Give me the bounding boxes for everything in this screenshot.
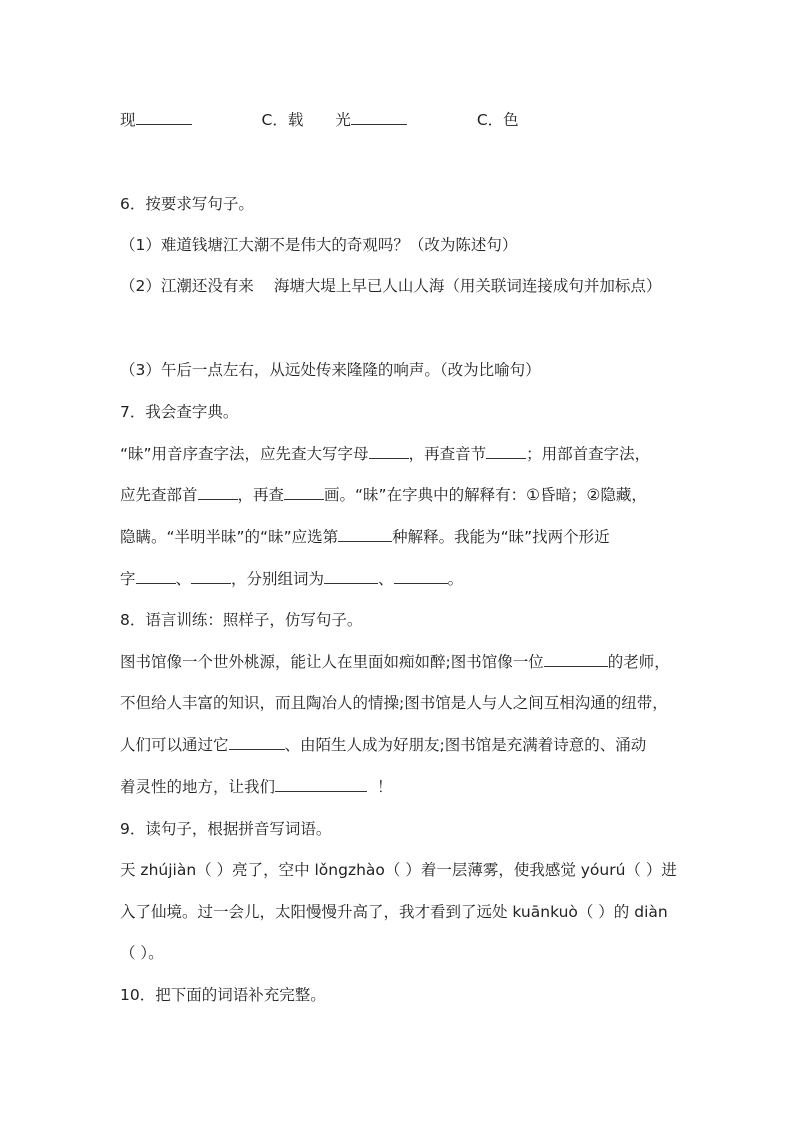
answer-blank[interactable] [338,526,392,542]
row-a-option: C．载 [261,111,304,129]
answer-blank[interactable] [229,734,285,750]
q7-text: 、 [378,570,394,588]
answer-blank[interactable] [369,443,409,459]
q8-text: 图书馆像一个世外桃源，能让人在里面如痴如醉;图书馆像一位 [120,653,544,671]
q6-sentence-1: （1）难道钱塘江大潮不是伟大的奇观吗？（改为陈述句） [120,236,518,254]
q8-line-2: 不但给人丰富的知识，而且陶冶人的情操;图书馆是人与人之间互相沟通的纽带， [120,694,668,712]
q7-line-3 [120,526,610,548]
answer-blank[interactable] [486,443,526,459]
q8-text: 、由陌生人成为好朋友;图书馆是充满着诗意的、涌动 [284,736,647,754]
q7-text: ；用部首查字法， [526,445,651,463]
q6-sentence-3: （3）午后一点左右，从远处传来隆隆的响声。（改为比喻句） [120,361,541,379]
q7-line-1 [120,443,650,465]
q8-line-3 [120,734,646,756]
q7-text: 、 [175,570,192,588]
row-b-prefix: 光 [335,111,351,129]
answer-blank[interactable] [275,776,367,792]
q7-text: ，再查 [237,486,285,504]
q6-s2-part-b: 海塘大堤上早已人山人海（用关联词连接成句并加标点） [273,277,662,295]
q7-line-4 [120,568,463,590]
option-row [120,109,519,131]
q9-line-3: （ ）。 [120,944,164,962]
q8-text: 着灵性的地方，让我们 [120,778,276,796]
q7-text: 种解释。我能为“昧”找两个形近 [392,528,610,546]
q6-title: 6．按要求写句子。 [120,195,254,213]
q9-line-2: 入了仙境。过一会儿，太阳慢慢升高了，我才看到了远处 kuānkuò（ ）的 diàn [120,903,668,921]
q8-text: ！ [377,778,393,796]
q7-text: 字 [120,570,136,588]
q7-text: 画。“昧”在字典中的解释有：①昏暗；②隐藏， [324,486,647,504]
q7-title: 7．我会查字典。 [120,403,239,421]
q7-line-2 [120,484,647,506]
q7-text: ，再查音节 [408,445,487,463]
answer-blank[interactable] [351,109,407,125]
answer-blank[interactable] [284,484,324,500]
q7-text: 应先查部首 [120,486,198,504]
answer-blank[interactable] [136,568,176,584]
q7-text: 隐瞒。“半明半昧”的“昧”应选第 [120,528,339,546]
q9-title: 9．读句子，根据拼音写词语。 [120,820,332,838]
answer-blank[interactable] [191,568,231,584]
row-b-option: C．色 [476,111,519,129]
q6-sentence-2 [120,275,661,297]
q6-s2-part-a: （2）江潮还没有来 [120,277,254,295]
q8-text: 的老师， [607,653,670,671]
answer-blank[interactable] [324,568,378,584]
q8-title: 8．语言训练：照样子，仿写句子。 [120,611,363,629]
answer-blank[interactable] [394,568,448,584]
q7-text: 。 [447,570,464,588]
q8-line-4 [120,776,393,798]
q7-text: “昧”用音序查字法，应先查大写字母 [120,445,369,463]
q9-line-1: 天 zhújiàn（ ）亮了，空中 lǒngzhào（ ）着一层薄雾，使我感觉 yóurú（ ）进 [120,861,677,879]
answer-blank[interactable] [198,484,238,500]
answer-blank[interactable] [136,109,192,125]
q8-text: 人们可以通过它 [120,736,229,754]
q7-text: ，分别组词为 [231,570,325,588]
answer-blank[interactable] [544,651,608,667]
q8-line-1 [120,651,670,673]
q10-title: 10．把下面的词语补充完整。 [120,986,326,1004]
row-a-prefix: 现 [120,111,136,129]
